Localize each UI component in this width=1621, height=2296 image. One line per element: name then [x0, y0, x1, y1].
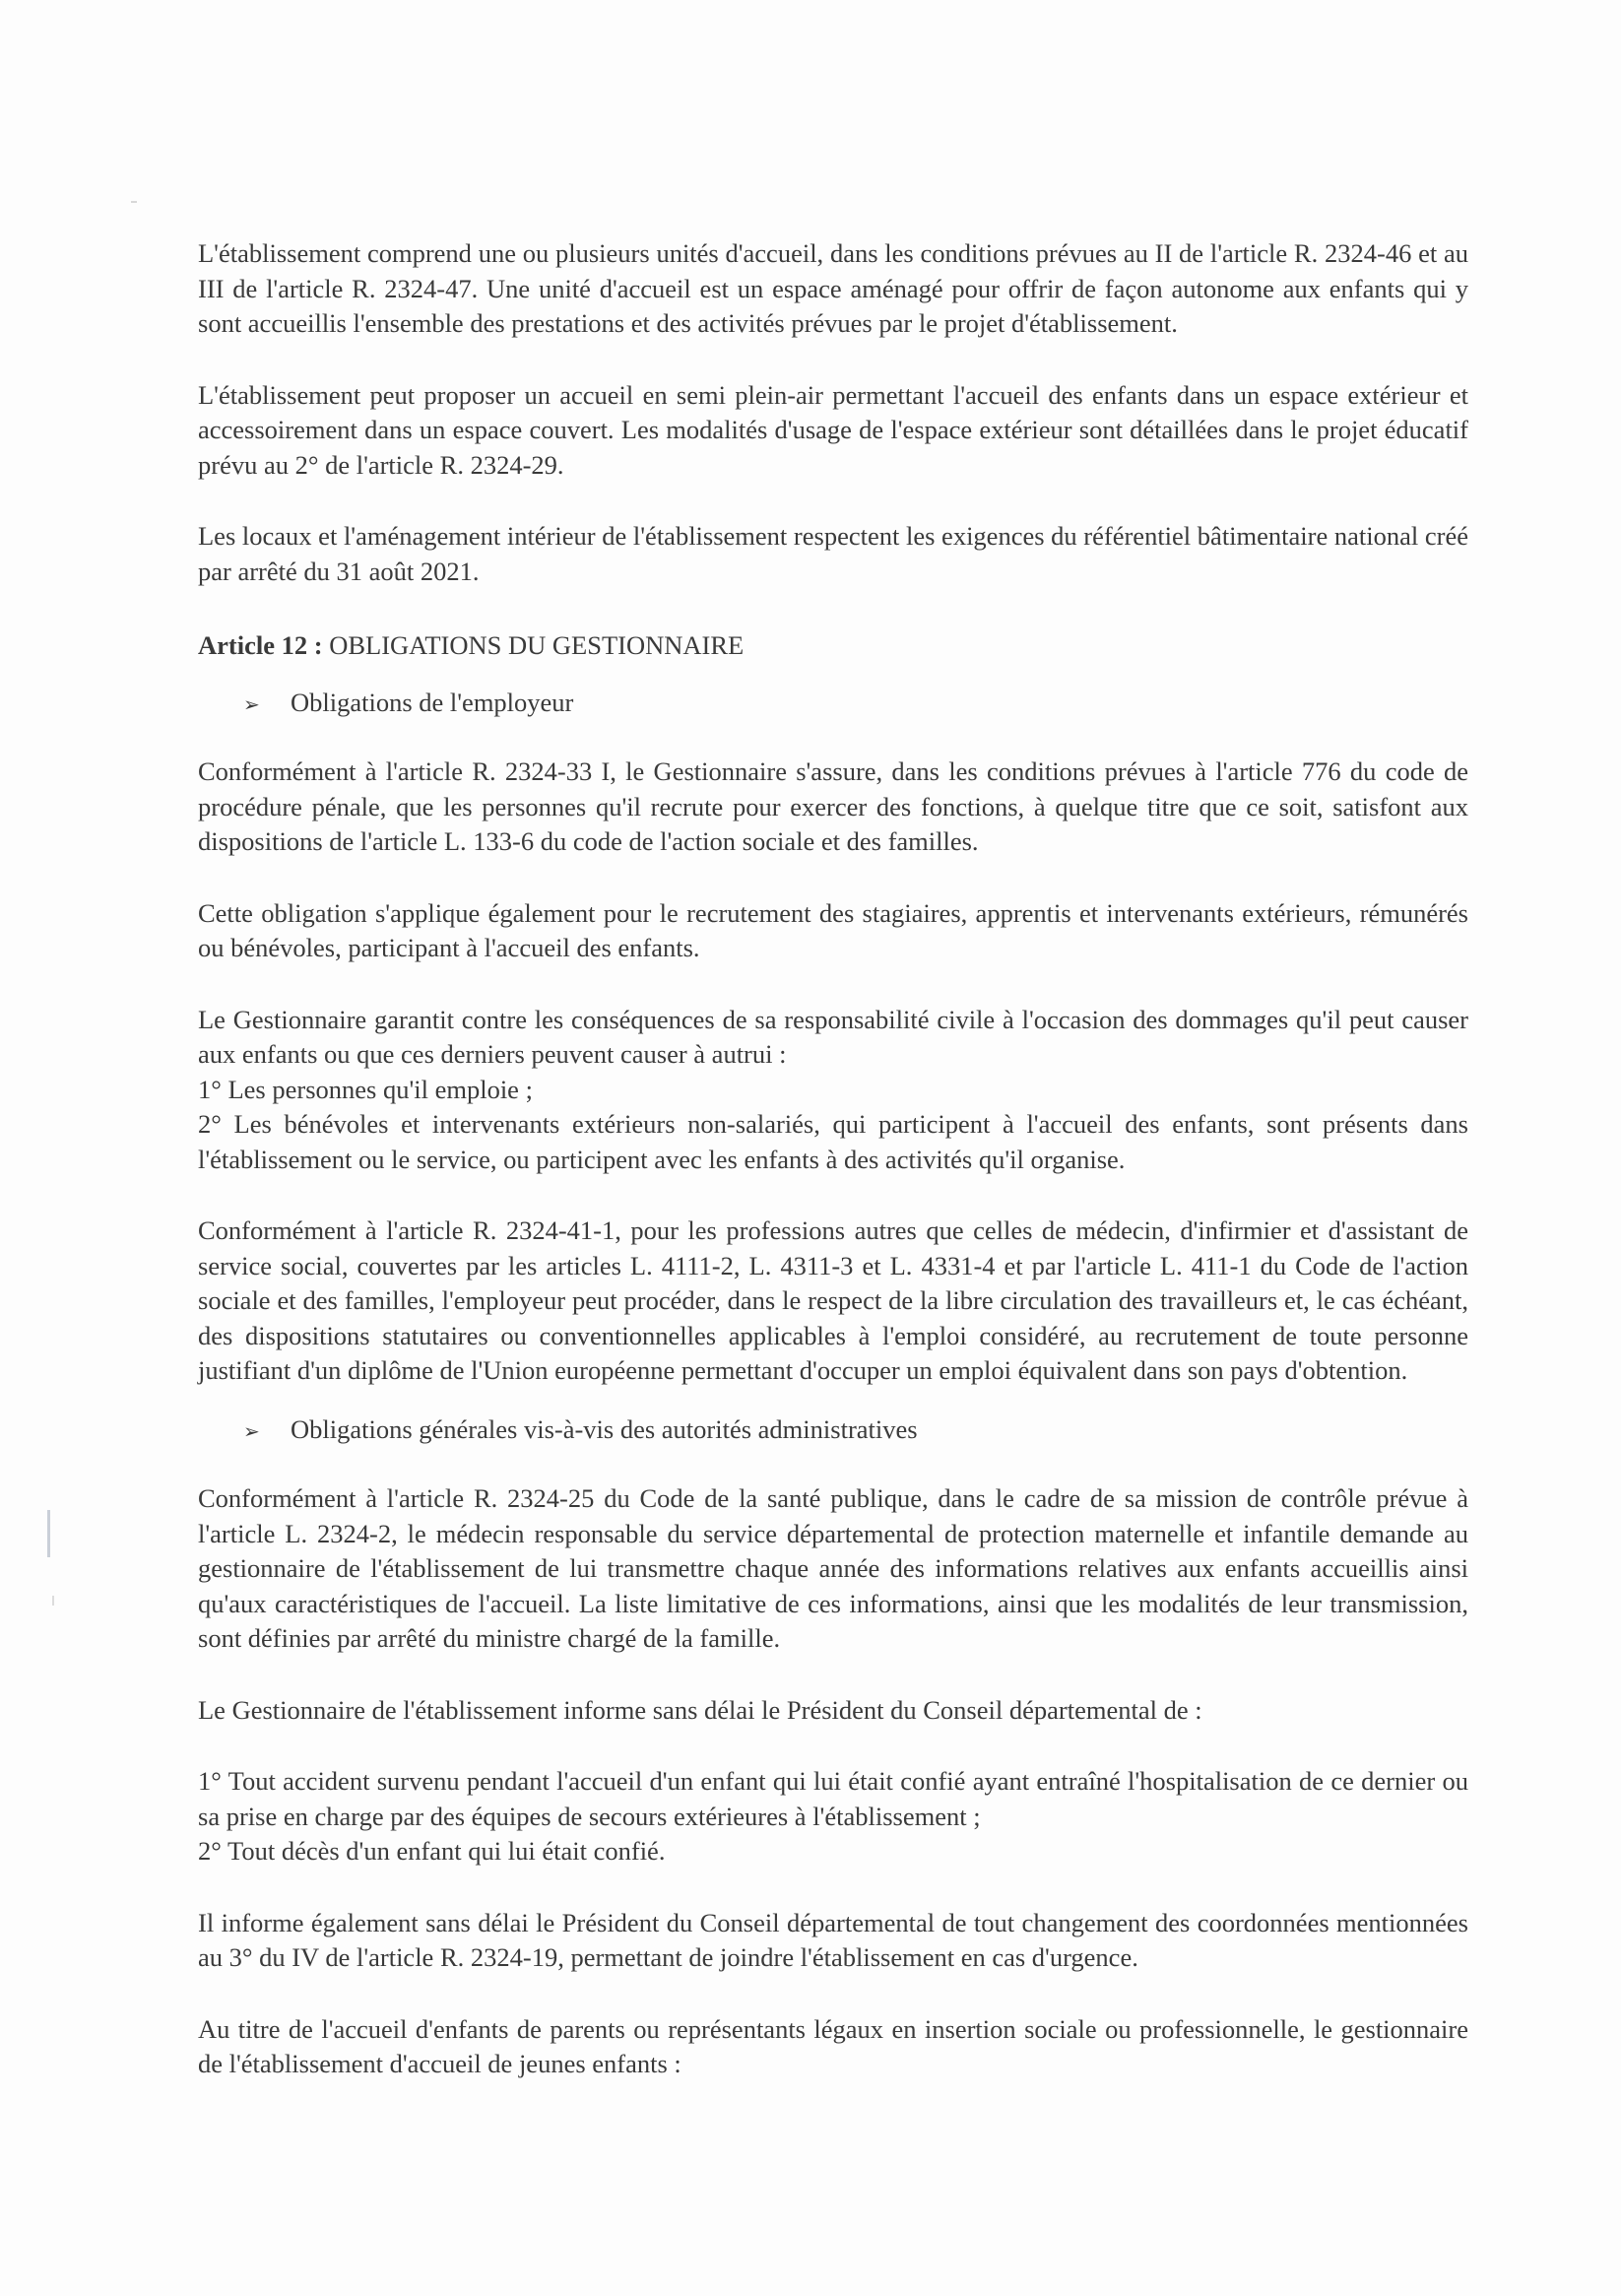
paragraph-eu-diploma: Conformément à l'article R. 2324-41-1, pour les professions autres que celles de médecin, d'infirmier et d'assistant de service social, couvertes par les articles L. 4111-2, L. 4311-3 et L. 4331-4 et par l'article L. 411-1 du Code de l'action sociale et des familles, l'employeur peut procéder, dans le respect de la libre circulation des travailleurs et, le cas échéant, des dispositions statutaires ou conventionnelles applicables à l'emploi considéré, au recrutement de toute personne justifiant d'un diplôme de l'Union européenne permettant d'occuper un emploi équivalent dans son pays d'obtention.: [198, 1215, 1468, 1385]
incident-item-2: 2° Tout décès d'un enfant qui lui était confié.: [198, 1836, 666, 1866]
section-title: Obligations de l'employeur: [291, 687, 574, 717]
paragraph-semi-plein-air: L'établissement peut proposer un accueil en semi plein-air permettant l'accueil des enfants dans un espace extérieur et accessoirement dans un espace couvert. Les modalités d'usage de l'espace extérieur sont détaillées dans le projet éducatif prévu au 2° de l'article R. 2324-29.: [198, 379, 1468, 480]
section-title: Obligations générales vis-à-vis des autorités administratives: [291, 1413, 918, 1444]
liability-item-2: 2° Les bénévoles et intervenants extérieurs non-salariés, qui participent à l'accueil des enfants, sont présents dans l'établissement ou le service, ou participent avec les enfants à des activités qu'il organise.: [198, 1109, 1468, 1174]
incident-item-1: 1° Tout accident survenu pendant l'accueil d'un enfant qui lui était confié ayant entraîné l'hospitalisation de ce dernier ou sa prise en charge par des équipes de secours extérieures à l'établissement ;: [198, 1766, 1468, 1831]
scan-artifact-left-small: [52, 1596, 54, 1606]
paragraph-inform-president: Le Gestionnaire de l'établissement informe sans délai le Président du Conseil départemental de :: [198, 1694, 1202, 1725]
paragraph-employer-recruitment: Conformément à l'article R. 2324-33 I, le Gestionnaire s'assure, dans les conditions prévues à l'article 776 du code de procédure pénale, que les personnes qu'il recrute pour exercer des fonctions, à quelque titre que ce soit, satisfont aux dispositions de l'article L. 133-6 du code de l'action sociale et des familles.: [198, 756, 1468, 856]
section-heading-authorities: [198, 1412, 1468, 1450]
paragraph-units: L'établissement comprend une ou plusieurs unités d'accueil, dans les conditions prévues au II de l'article R. 2324-46 et au III de l'article R. 2324-47. Une unité d'accueil est un espace aménagé pour offrir de façon autonome aux enfants qui y sont accueillis l'ensemble des prestations et des activités prévues par le projet d'établissement.: [198, 238, 1468, 338]
paragraph-contact-change: Il informe également sans délai le Président du Conseil départemental de tout changement des coordonnées mentionnées au 3° du IV de l'article R. 2324-19, permettant de joindre l'établissement en cas d'urgence.: [198, 1907, 1468, 1972]
section-heading-employer: [198, 686, 1468, 723]
article-title: OBLIGATIONS DU GESTIONNAIRE: [322, 630, 745, 660]
paragraph-insertion: Au titre de l'accueil d'enfants de parents ou représentants légaux en insertion sociale ou professionnelle, le gestionnaire de l'établissement d'accueil de jeunes enfants :: [198, 2013, 1468, 2078]
arrow-bullet-icon: ➢: [243, 691, 260, 716]
article-number: Article 12 :: [198, 630, 323, 660]
document-body: [198, 236, 1468, 2082]
paragraph-interns: Cette obligation s'applique également pour le recrutement des stagiaires, apprentis et intervenants extérieurs, rémunérés ou bénévoles, participant à l'accueil des enfants.: [198, 897, 1468, 962]
scan-artifact-left: [47, 1510, 50, 1557]
liability-item-1: 1° Les personnes qu'il emploie ;: [198, 1074, 533, 1104]
liability-intro: Le Gestionnaire garantit contre les conséquences de sa responsabilité civile à l'occasion des dommages qu'il peut causer aux enfants ou que ces derniers peuvent causer à autrui :: [198, 1004, 1468, 1069]
arrow-bullet-icon: ➢: [243, 1418, 260, 1443]
paragraph-locaux: Les locaux et l'aménagement intérieur de l'établissement respectent les exigences du référentiel bâtimentaire national créé par arrêté du 31 août 2021.: [198, 521, 1468, 586]
article-12-heading: [198, 628, 1468, 664]
paragraph-civil-liability: [198, 1003, 1468, 1178]
paragraph-pmi-control: Conformément à l'article R. 2324-25 du Code de la santé publique, dans le cadre de sa mission de contrôle prévue à l'article L. 2324-2, le médecin responsable du service départemental de protection maternelle et infantile demande au gestionnaire de l'établissement de lui transmettre chaque année des informations relatives aux enfants accueillis ainsi qu'aux caractéristiques de l'accueil. La liste limitative de ces informations, ainsi que les modalités de leur transmission, sont définies par arrêté du ministre chargé de la famille.: [198, 1483, 1468, 1653]
scan-artifact-top: [131, 201, 137, 203]
paragraph-incidents: [198, 1764, 1468, 1870]
